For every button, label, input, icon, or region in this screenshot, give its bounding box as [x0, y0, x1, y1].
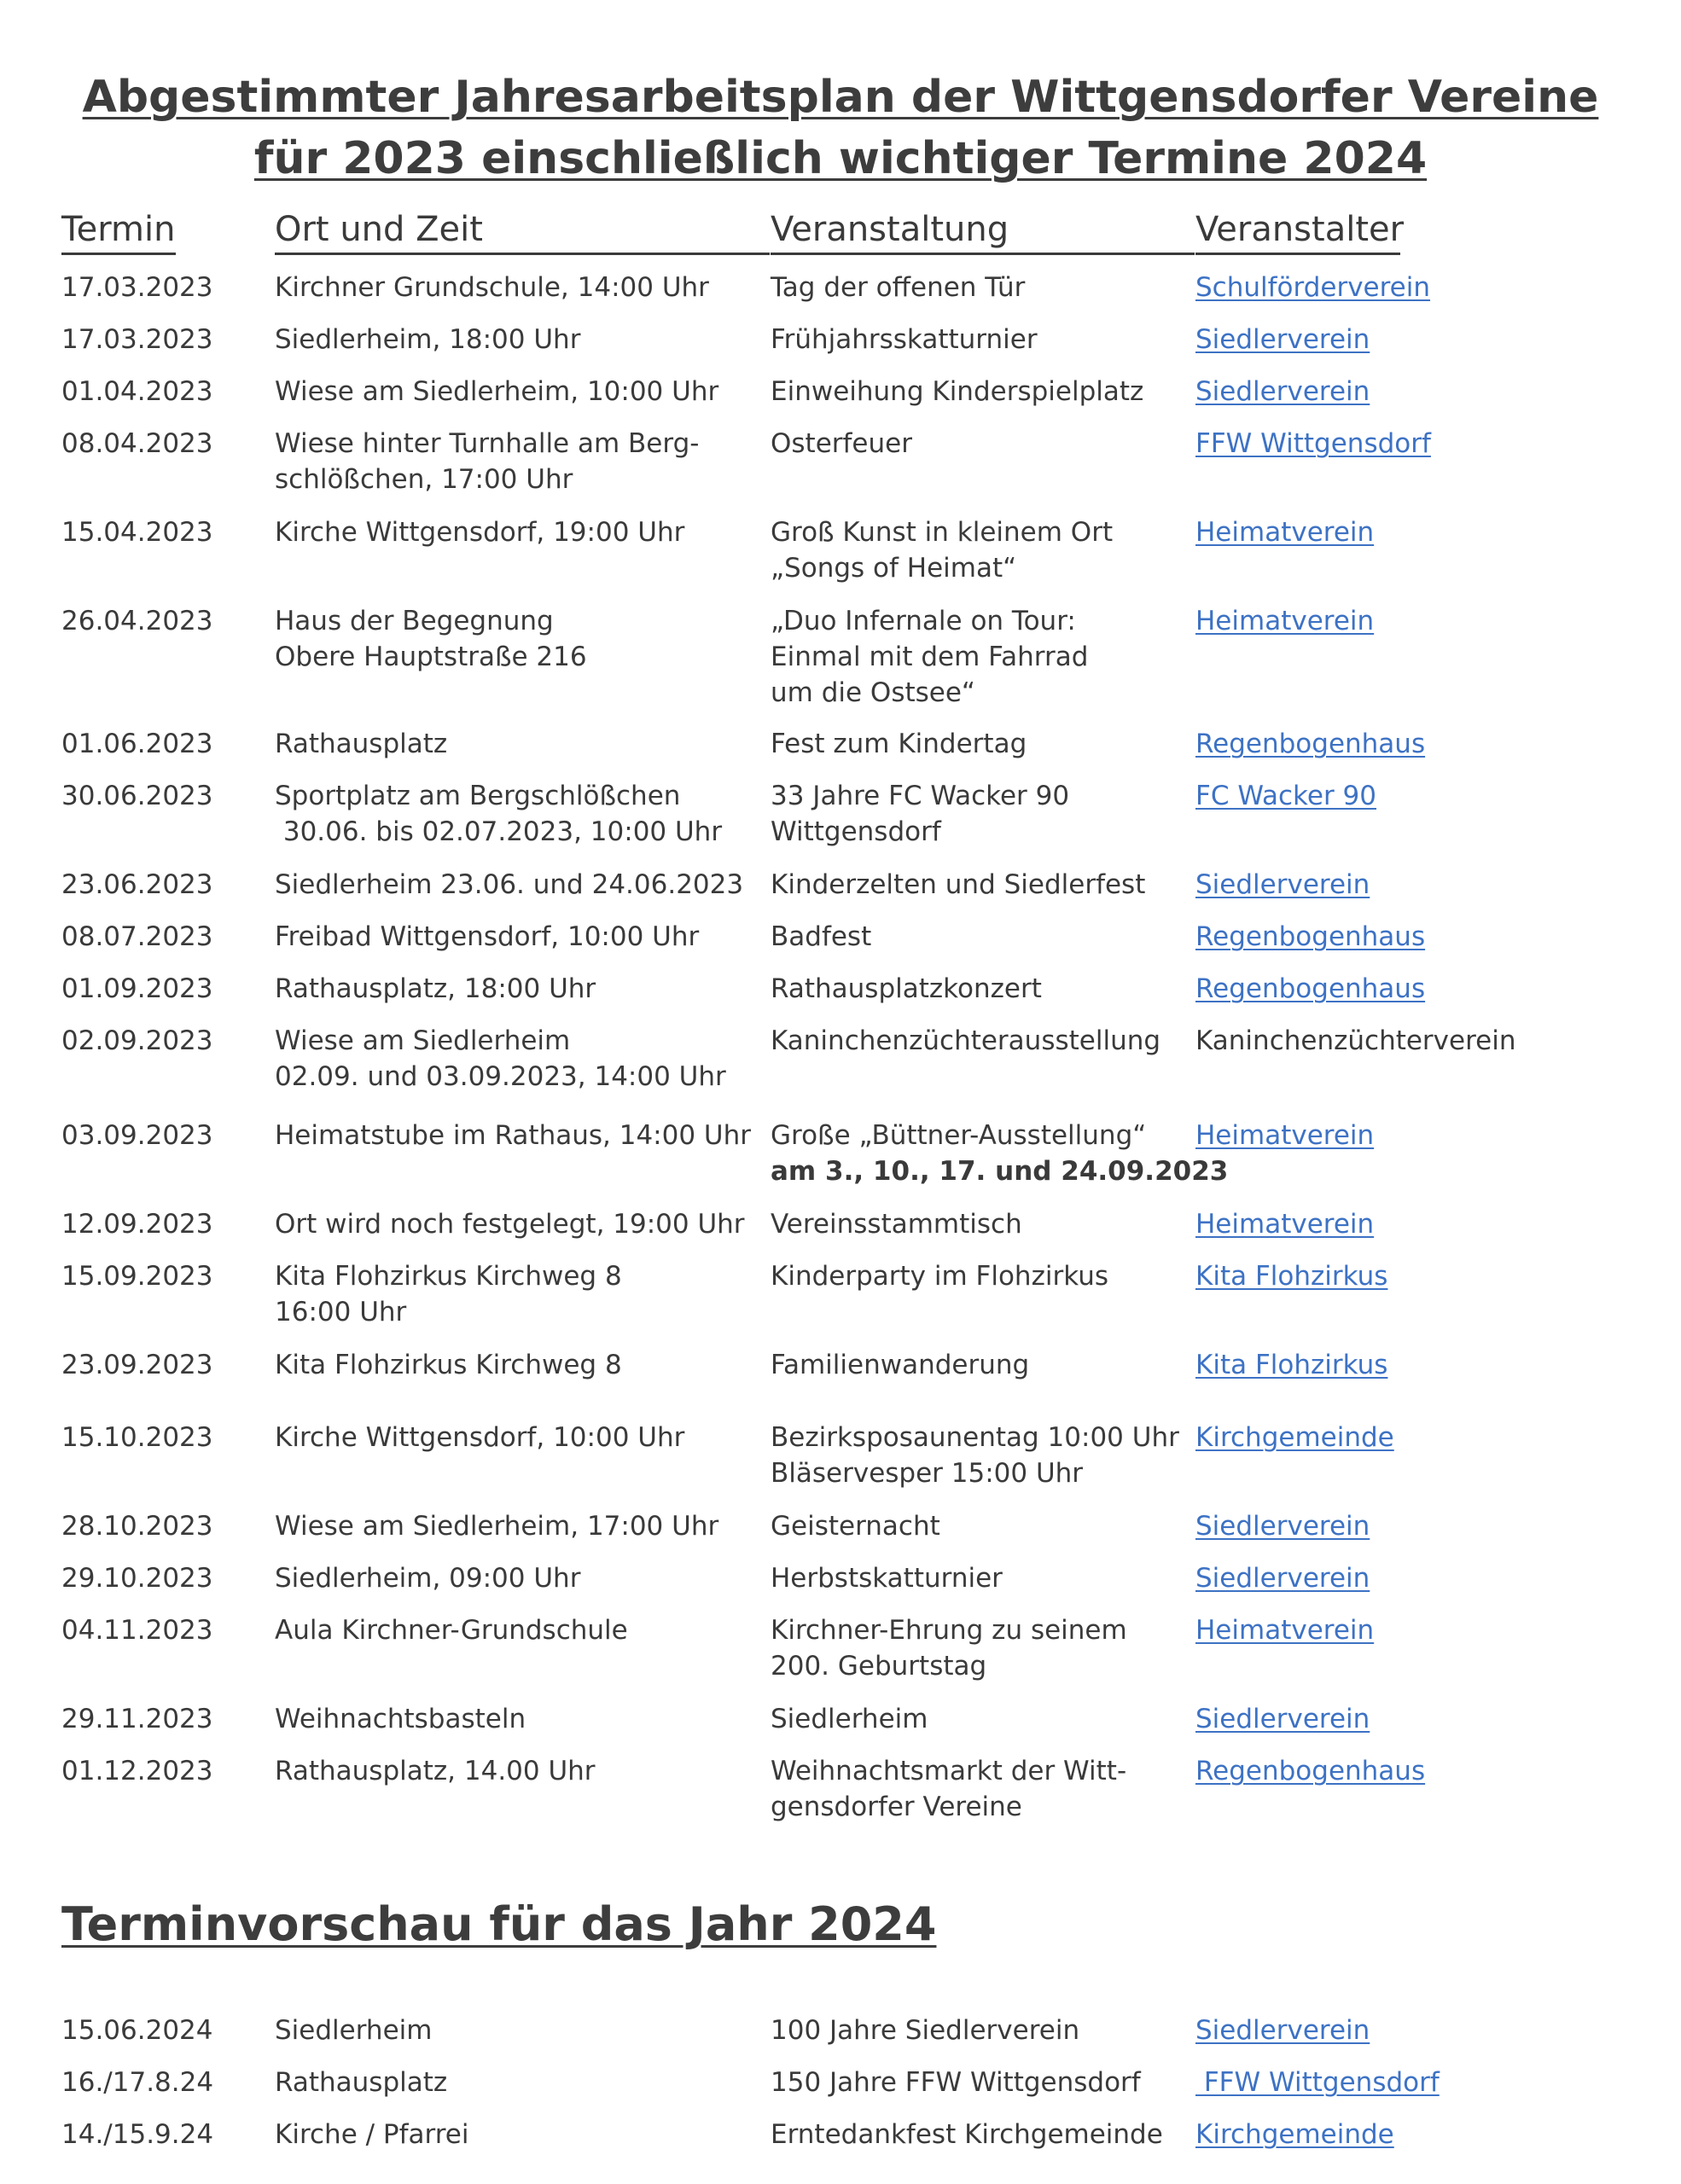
- event-date: 02.09.2023: [61, 1025, 213, 1056]
- event-place-line: Haus der Begegnung: [275, 606, 554, 636]
- event-title-line: 33 Jahre FC Wacker 90: [771, 781, 1070, 811]
- organizer-link[interactable]: Heimatverein: [1195, 1615, 1375, 1646]
- event-title: [771, 1118, 1228, 1189]
- event-date: 16./17.8.24: [61, 2067, 214, 2098]
- event-title-line: Bezirksposaunentag 10:00 Uhr: [771, 1422, 1179, 1453]
- organizer-link[interactable]: Heimatverein: [1195, 606, 1375, 636]
- event-title-line: Herbstskatturnier: [771, 1563, 1003, 1594]
- column-header-date: Termin: [61, 206, 176, 255]
- organizer-link[interactable]: Kita Flohzirkus: [1195, 1261, 1388, 1292]
- event-place-line: schlößchen, 17:00 Uhr: [275, 464, 573, 495]
- event-title-line: Einmal mit dem Fahrrad: [771, 642, 1089, 672]
- event-title: [771, 1206, 1022, 1242]
- event-title: [771, 1508, 940, 1544]
- event-place: [275, 1612, 628, 1648]
- event-date: 15.09.2023: [61, 1261, 213, 1292]
- event-place: [275, 270, 709, 305]
- event-place: [275, 322, 580, 357]
- event-title-line: Siedlerheim: [771, 1704, 928, 1734]
- event-title-line: 100 Jahre Siedlerverein: [771, 2015, 1080, 2046]
- event-date: 01.06.2023: [61, 729, 213, 759]
- event-date: 15.10.2023: [61, 1422, 213, 1453]
- event-place: [275, 971, 596, 1007]
- column-header-place: Ort und Zeit: [275, 206, 770, 255]
- event-title: [771, 322, 1038, 357]
- organizer-link[interactable]: Heimatverein: [1195, 1120, 1375, 1151]
- event-date: 01.12.2023: [61, 1756, 213, 1786]
- organizer-name: Kaninchenzüchterverein: [1195, 1025, 1516, 1056]
- event-date: 08.04.2023: [61, 428, 213, 459]
- organizer-link[interactable]: Kirchgemeinde: [1195, 2119, 1394, 2150]
- event-place-line: Siedlerheim, 09:00 Uhr: [275, 1563, 581, 1594]
- event-title-line: „Duo Infernale on Tour:: [771, 606, 1076, 636]
- event-date: 12.09.2023: [61, 1209, 213, 1240]
- event-place-line: Wiese am Siedlerheim, 17:00 Uhr: [275, 1511, 719, 1542]
- organizer-link[interactable]: Regenbogenhaus: [1195, 973, 1426, 1004]
- event-place: [275, 1206, 745, 1242]
- event-place-line: Heimatstube im Rathaus, 14:00 Uhr: [275, 1120, 751, 1151]
- event-place: [275, 603, 587, 675]
- event-place-line: Aula Kirchner-Grundschule: [275, 1615, 628, 1646]
- event-place: [275, 1023, 726, 1095]
- title-line-2: für 2023 einschließlich wichtiger Termine 2024: [253, 133, 1428, 184]
- event-title-line: Vereinsstammtisch: [771, 1209, 1022, 1240]
- event-title: [771, 1347, 1029, 1383]
- organizer-link[interactable]: FFW Wittgensdorf: [1195, 428, 1431, 459]
- event-place: [275, 1258, 622, 1330]
- organizer-link[interactable]: Schulförderverein: [1195, 272, 1431, 303]
- event-date: 26.04.2023: [61, 606, 213, 636]
- event-place-line: 02.09. und 03.09.2023, 14:00 Uhr: [275, 1061, 726, 1092]
- organizer-link[interactable]: Heimatverein: [1195, 1209, 1375, 1240]
- organizer-link[interactable]: Heimatverein: [1195, 517, 1375, 548]
- event-title: [771, 270, 1025, 305]
- event-title: [771, 867, 1145, 903]
- event-place: [275, 1753, 596, 1789]
- event-place: [275, 514, 684, 550]
- event-title-line: Tag der offenen Tür: [771, 272, 1026, 303]
- organizer-link[interactable]: FC Wacker 90: [1195, 781, 1377, 811]
- event-date: 04.11.2023: [61, 1615, 213, 1646]
- event-date: 01.09.2023: [61, 973, 213, 1004]
- event-place: [275, 1347, 622, 1383]
- event-title: [771, 1560, 1003, 1596]
- event-date: 28.10.2023: [61, 1511, 213, 1542]
- page-title: [0, 67, 1681, 189]
- column-header-event: Veranstaltung: [771, 206, 1195, 255]
- organizer-link[interactable]: Siedlerverein: [1195, 1704, 1370, 1734]
- event-title-line: Osterfeuer: [771, 428, 912, 459]
- preview-section-title: Terminvorschau für das Jahr 2024: [61, 1897, 937, 1951]
- event-title: [771, 778, 1069, 850]
- event-place-line: Rathausplatz: [275, 729, 448, 759]
- organizer-link[interactable]: Siedlerverein: [1195, 1511, 1370, 1542]
- event-place: [275, 919, 699, 955]
- column-header-organizer: Veranstalter: [1195, 206, 1400, 255]
- event-title: [771, 2117, 1163, 2152]
- event-place: [275, 2065, 447, 2100]
- event-place: [275, 2117, 468, 2152]
- organizer-link[interactable]: Siedlerverein: [1195, 376, 1370, 407]
- event-date: 23.09.2023: [61, 1350, 213, 1380]
- event-place-line: Weihnachtsbasteln: [275, 1704, 526, 1734]
- event-title-line: Familienwanderung: [771, 1350, 1030, 1380]
- event-title-line: Wittgensdorf: [771, 816, 941, 847]
- event-title: [771, 514, 1113, 586]
- event-title-line: Große „Büttner-Ausstellung“: [771, 1120, 1147, 1151]
- event-date: 14./15.9.24: [61, 2119, 214, 2150]
- event-place: [275, 1508, 718, 1544]
- event-title-line: Bläservesper 15:00 Uhr: [771, 1458, 1084, 1489]
- event-title: [771, 971, 1042, 1007]
- event-title-line: 200. Geburtstag: [771, 1651, 987, 1682]
- event-place: [275, 778, 722, 850]
- event-title-line: Erntedankfest Kirchgemeinde: [771, 2119, 1163, 2150]
- event-title-line: Kirchner-Ehrung zu seinem: [771, 1615, 1127, 1646]
- event-place-line: Obere Hauptstraße 216: [275, 642, 587, 672]
- event-place-line: Kirche Wittgensdorf, 10:00 Uhr: [275, 1422, 685, 1453]
- event-place-line: Sportplatz am Bergschlößchen: [275, 781, 681, 811]
- event-place-line: Rathausplatz, 18:00 Uhr: [275, 973, 596, 1004]
- event-title: [771, 603, 1088, 711]
- event-date: 01.04.2023: [61, 376, 213, 407]
- event-place-line: Wiese hinter Turnhalle am Berg-: [275, 428, 700, 459]
- event-date: 08.07.2023: [61, 921, 213, 952]
- event-place: [275, 1118, 751, 1153]
- event-place: [275, 1701, 526, 1737]
- event-title: [771, 1753, 1126, 1825]
- event-place-line: Siedlerheim 23.06. und 24.06.2023: [275, 869, 744, 900]
- organizer-link[interactable]: Siedlerverein: [1195, 869, 1370, 900]
- event-date: 17.03.2023: [61, 272, 213, 303]
- event-place-line: Kita Flohzirkus Kirchweg 8: [275, 1261, 622, 1292]
- event-title-line: gensdorfer Vereine: [771, 1792, 1022, 1822]
- event-date: 29.10.2023: [61, 1563, 213, 1594]
- event-title: [771, 1420, 1179, 1491]
- event-title-line: Kinderparty im Flohzirkus: [771, 1261, 1109, 1292]
- organizer-link[interactable]: Kita Flohzirkus: [1195, 1350, 1388, 1380]
- event-place: [275, 1420, 684, 1455]
- event-title-line: um die Ostsee“: [771, 677, 975, 708]
- event-date: 03.09.2023: [61, 1120, 213, 1151]
- event-place-line: Ort wird noch festgelegt, 19:00 Uhr: [275, 1209, 745, 1240]
- event-title: [771, 1023, 1160, 1059]
- event-title: [771, 374, 1143, 410]
- event-place-line: Siedlerheim, 18:00 Uhr: [275, 324, 581, 355]
- event-title: [771, 1701, 928, 1737]
- title-line-1: Abgestimmter Jahresarbeitsplan der Wittgensdorfer Vereine: [82, 72, 1599, 123]
- event-title-line: am 3., 10., 17. und 24.09.2023: [771, 1156, 1229, 1187]
- event-place-line: Rathausplatz, 14.00 Uhr: [275, 1756, 596, 1786]
- event-place-line: Wiese am Siedlerheim, 10:00 Uhr: [275, 376, 719, 407]
- event-title: [771, 1612, 1127, 1684]
- event-place: [275, 867, 743, 903]
- event-title-line: Frühjahrsskatturnier: [771, 324, 1038, 355]
- event-place-line: Wiese am Siedlerheim: [275, 1025, 571, 1056]
- event-place-line: Kirchner Grundschule, 14:00 Uhr: [275, 272, 709, 303]
- event-title-line: Kaninchenzüchterausstellung: [771, 1025, 1161, 1056]
- event-title-line: Groß Kunst in kleinem Ort: [771, 517, 1114, 548]
- event-date: 15.06.2024: [61, 2015, 213, 2046]
- event-title: [771, 2065, 1141, 2100]
- organizer-link[interactable]: Siedlerverein: [1195, 2015, 1370, 2046]
- event-date: 30.06.2023: [61, 781, 213, 811]
- organizer-link[interactable]: Regenbogenhaus: [1195, 1756, 1426, 1786]
- event-title-line: 150 Jahre FFW Wittgensdorf: [771, 2067, 1141, 2098]
- event-place-line: Kirche Wittgensdorf, 19:00 Uhr: [275, 517, 685, 548]
- event-place: [275, 726, 447, 762]
- event-title: [771, 726, 1027, 762]
- event-place: [275, 2013, 432, 2048]
- event-place-line: 30.06. bis 02.07.2023, 10:00 Uhr: [275, 816, 723, 847]
- event-title-line: Fest zum Kindertag: [771, 729, 1027, 759]
- organizer-link[interactable]: Kirchgemeinde: [1195, 1422, 1394, 1453]
- event-date: 23.06.2023: [61, 869, 213, 900]
- organizer-link[interactable]: FFW Wittgensdorf: [1195, 2067, 1440, 2098]
- event-place-line: Kita Flohzirkus Kirchweg 8: [275, 1350, 622, 1380]
- organizer-link[interactable]: Siedlerverein: [1195, 1563, 1370, 1594]
- event-title: [771, 1258, 1108, 1294]
- event-place-line: Siedlerheim: [275, 2015, 433, 2046]
- organizer-link[interactable]: Regenbogenhaus: [1195, 729, 1426, 759]
- event-place-line: Rathausplatz: [275, 2067, 448, 2098]
- organizer-link[interactable]: Regenbogenhaus: [1195, 921, 1426, 952]
- organizer-link[interactable]: Siedlerverein: [1195, 324, 1370, 355]
- event-title: [771, 2013, 1079, 2048]
- event-title-line: Badfest: [771, 921, 872, 952]
- event-title: [771, 919, 871, 955]
- event-place-line: Kirche / Pfarrei: [275, 2119, 469, 2150]
- event-place-line: 16:00 Uhr: [275, 1297, 407, 1327]
- event-place-line: Freibad Wittgensdorf, 10:00 Uhr: [275, 921, 700, 952]
- event-title-line: Rathausplatzkonzert: [771, 973, 1042, 1004]
- event-title-line: „Songs of Heimat“: [771, 553, 1017, 584]
- event-place: [275, 426, 699, 497]
- event-title: [771, 426, 912, 462]
- event-title-line: Kinderzelten und Siedlerfest: [771, 869, 1146, 900]
- event-date: 15.04.2023: [61, 517, 213, 548]
- event-place: [275, 374, 718, 410]
- event-date: 17.03.2023: [61, 324, 213, 355]
- event-place: [275, 1560, 580, 1596]
- event-title-line: Geisternacht: [771, 1511, 940, 1542]
- event-title-line: Weihnachtsmarkt der Witt-: [771, 1756, 1127, 1786]
- event-date: 29.11.2023: [61, 1704, 213, 1734]
- event-title-line: Einweihung Kinderspielplatz: [771, 376, 1144, 407]
